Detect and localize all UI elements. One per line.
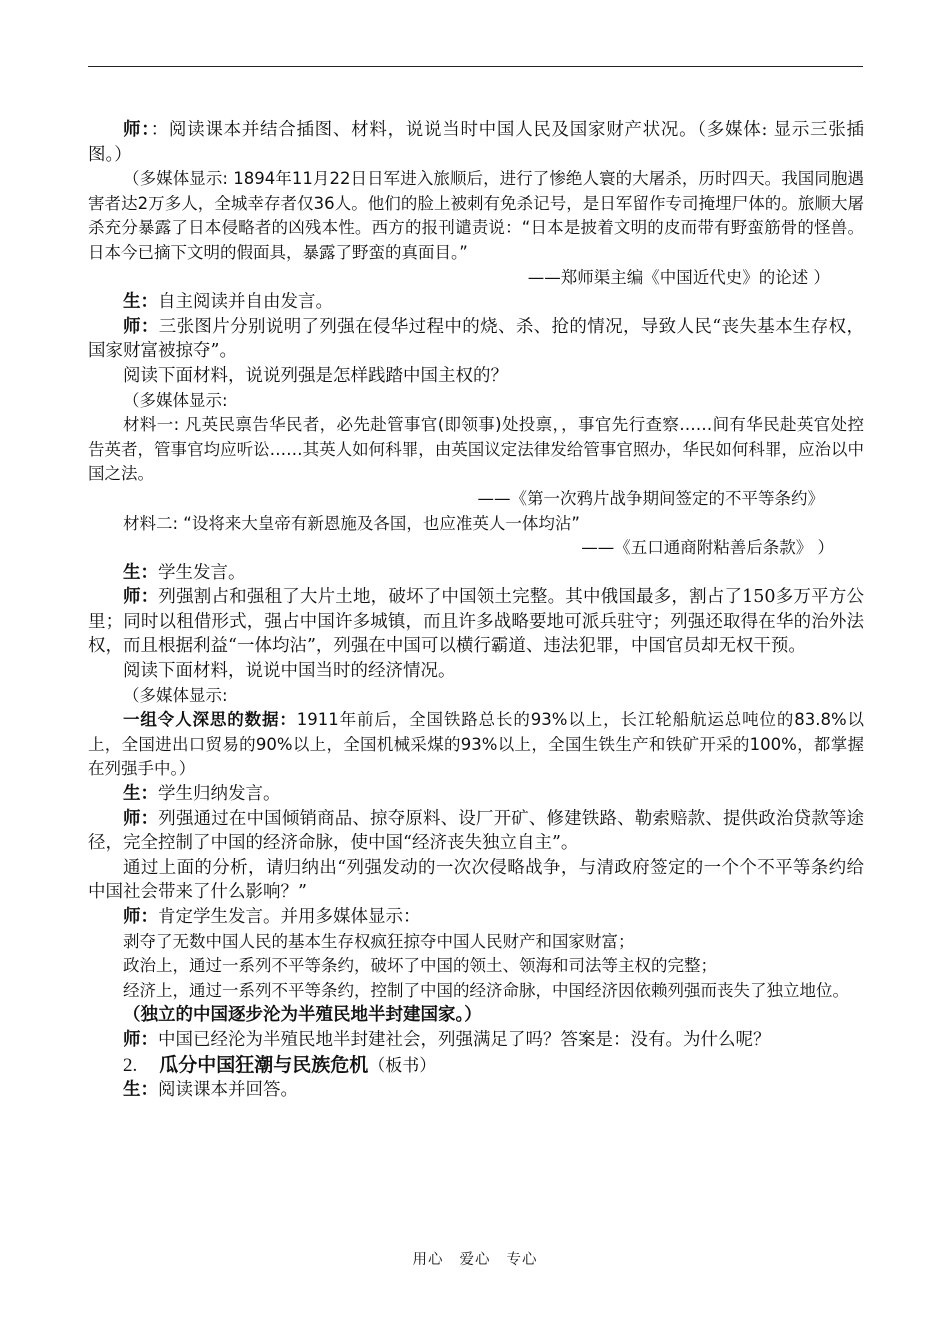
header-rule <box>88 66 863 67</box>
paragraph-text: 三张图片分别说明了列强在侵华过程中的烧、杀、抢的情况，导致人民“丧失基本生存权，国家财富被掠夺”。 <box>88 316 864 362</box>
paragraph <box>88 905 864 930</box>
speaker-label: 师： <box>123 808 159 829</box>
speaker-label: 师： <box>123 316 159 337</box>
paragraph <box>88 290 864 315</box>
paragraph-text: 经济上，通过一系列不平等条约，控制了中国的经济命脉，中国经济因依赖列强而丧失了独立地位。 <box>123 980 849 1000</box>
paragraph <box>88 684 864 709</box>
paragraph-text: 材料一: 凡英民禀告华民者，必先赴管事官(即领事)处投禀，，事官先行查察……间有华民赴英官处控告英者，管事官均应听讼……其英人如何科罪，由英国议定法律发给管事官照办，华民如何科罪，应治以中国之法。 <box>88 415 864 484</box>
paragraph <box>88 782 864 807</box>
heading-title: 瓜分中国狂潮与民族危机 <box>159 1053 369 1076</box>
speaker-label: 生： <box>123 1080 158 1101</box>
paragraph <box>88 512 864 537</box>
citation-text: ——《第一次鸦片战争期间签定的不平等条约》 <box>477 488 824 508</box>
paragraph <box>88 413 864 487</box>
paragraph-text: 学生发言。 <box>158 562 246 583</box>
page-body <box>88 118 864 1103</box>
paragraph-text: 肯定学生发言。并用多媒体显示： <box>158 907 421 927</box>
paragraph <box>88 167 864 265</box>
paragraph-text: 阅读下面材料，说说中国当时的经济情况。 <box>123 661 456 682</box>
speaker-label: 师： <box>123 120 151 140</box>
paragraph-text: 中国已经沦为半殖民地半封建社会，列强满足了吗？答案是：没有。为什么呢？ <box>158 1029 771 1050</box>
paragraph <box>88 118 864 167</box>
paragraph-text: 剥夺了无数中国人民的基本生存权疯狂掠夺中国人民财产和国家财富； <box>123 931 635 951</box>
bold-lead: 一组令人深思的数据： <box>123 710 297 730</box>
paragraph <box>88 954 864 979</box>
citation-text: ——郑师渠主编《中国近代史》的论述 ） <box>527 267 830 287</box>
footer-text: 用心 <box>412 1252 444 1268</box>
paragraph-text: 列强通过在中国倾销商品、掠夺原料、设厂开矿、修建铁路、勒索赔款、提供政治贷款等途径，完全控制了中国的经济命脉，使中国“经济丧失独立自主”。 <box>88 808 865 854</box>
paragraph-text: 政治上，通过一系列不平等条约，破坏了中国的领土、领海和司法等主权的完整； <box>123 956 717 976</box>
speaker-label: 师： <box>123 587 159 608</box>
speaker-label: 生： <box>123 562 158 583</box>
paragraph-text: 学生归纳发言。 <box>158 784 281 805</box>
citation-text: ——《五口通商附粘善后条款》 ） <box>581 538 834 558</box>
paragraph-text: 阅读下面材料，说说列强是怎样践踏中国主权的？ <box>123 365 508 386</box>
paragraph-text: （多媒体显示: <box>123 685 228 705</box>
citation <box>88 536 864 561</box>
paragraph-text: 列强割占和强租了大片土地，破坏了中国领土完整。其中俄国最多，割占了150多万平方公里；同时以租借形式，强占中国许多城镇，而且许多战略要地可派兵驻守；列强还取得在华的治外法权，而且根据利益“一体均沾”，列强在中国可以横行霸道、违法犯罪，中国官员却无权干预。 <box>88 587 865 657</box>
paragraph <box>88 708 864 782</box>
page-footer <box>0 1248 950 1269</box>
bold-line: （独立的中国逐步沦为半殖民地半封建国家。） <box>123 1005 482 1026</box>
speaker-label: 生： <box>123 292 158 313</box>
paragraph-text: （多媒体显示: 1894年11月22日日军进入旅顺后，进行了惨绝人寰的大屠杀，历时四天。我国同胞遇害者达2万多人，全城幸存者仅36人。他们的脸上被刺有免杀记号，是日军留作专司掩埋尸体的。旅顺大屠杀充分暴露了日本侵略者的凶残本性。西方的报刊谴责说：“日本是披着文明的皮而带有野蛮筋骨的怪兽。日本今已摘下文明的假面具，暴露了野蛮的真面目。” <box>88 169 864 262</box>
paragraph <box>88 1078 864 1103</box>
citation <box>88 266 864 291</box>
paragraph <box>88 315 864 364</box>
speaker-label: 生： <box>123 784 158 805</box>
paragraph <box>88 1003 864 1028</box>
paragraph-text: 1911年前后，全国铁路总长的93%以上，长江轮船航运总吨位的83.8%以上，全国进出口贸易的90%以上，全国机械采煤的93%以上，全国生铁生产和铁矿开采的100%，都掌握在列强手中。） <box>88 710 864 779</box>
paragraph-text: （多媒体显示: <box>123 390 228 410</box>
paragraph <box>88 659 864 684</box>
footer-text: 爱心 <box>459 1252 491 1268</box>
paragraph <box>88 585 864 659</box>
paragraph-text: 材料二: “设将来大皇帝有新恩施及各国，也应准英人一体均沾” <box>123 513 580 533</box>
citation <box>88 487 864 512</box>
paragraph <box>88 1028 864 1053</box>
paragraph-text: 通过上面的分析，请归纳出“列强发动的一次次侵略战争，与清政府签定的一个个不平等条约给中国社会带来了什么影响？” <box>88 857 864 903</box>
paragraph <box>88 807 864 856</box>
paragraph <box>88 856 864 905</box>
heading-number: 2. <box>123 1054 138 1076</box>
paragraph <box>88 979 864 1004</box>
paragraph <box>88 930 864 955</box>
paragraph <box>88 561 864 586</box>
paragraph-text: ：阅读课本并结合插图、材料，说说当时中国人民及国家财产状况。（多媒体: 显示三张插图。） <box>88 120 864 165</box>
paragraph <box>88 364 864 389</box>
paragraph-text: 阅读课本并回答。 <box>158 1080 298 1101</box>
paragraph-text: 自主阅读并自由发言。 <box>158 292 333 313</box>
speaker-label: 师： <box>123 907 158 927</box>
speaker-label: 师： <box>123 1029 158 1050</box>
heading-tag: （板书） <box>368 1055 437 1076</box>
footer-text: 专心 <box>506 1252 538 1268</box>
section-heading <box>88 1053 864 1079</box>
paragraph <box>88 389 864 414</box>
